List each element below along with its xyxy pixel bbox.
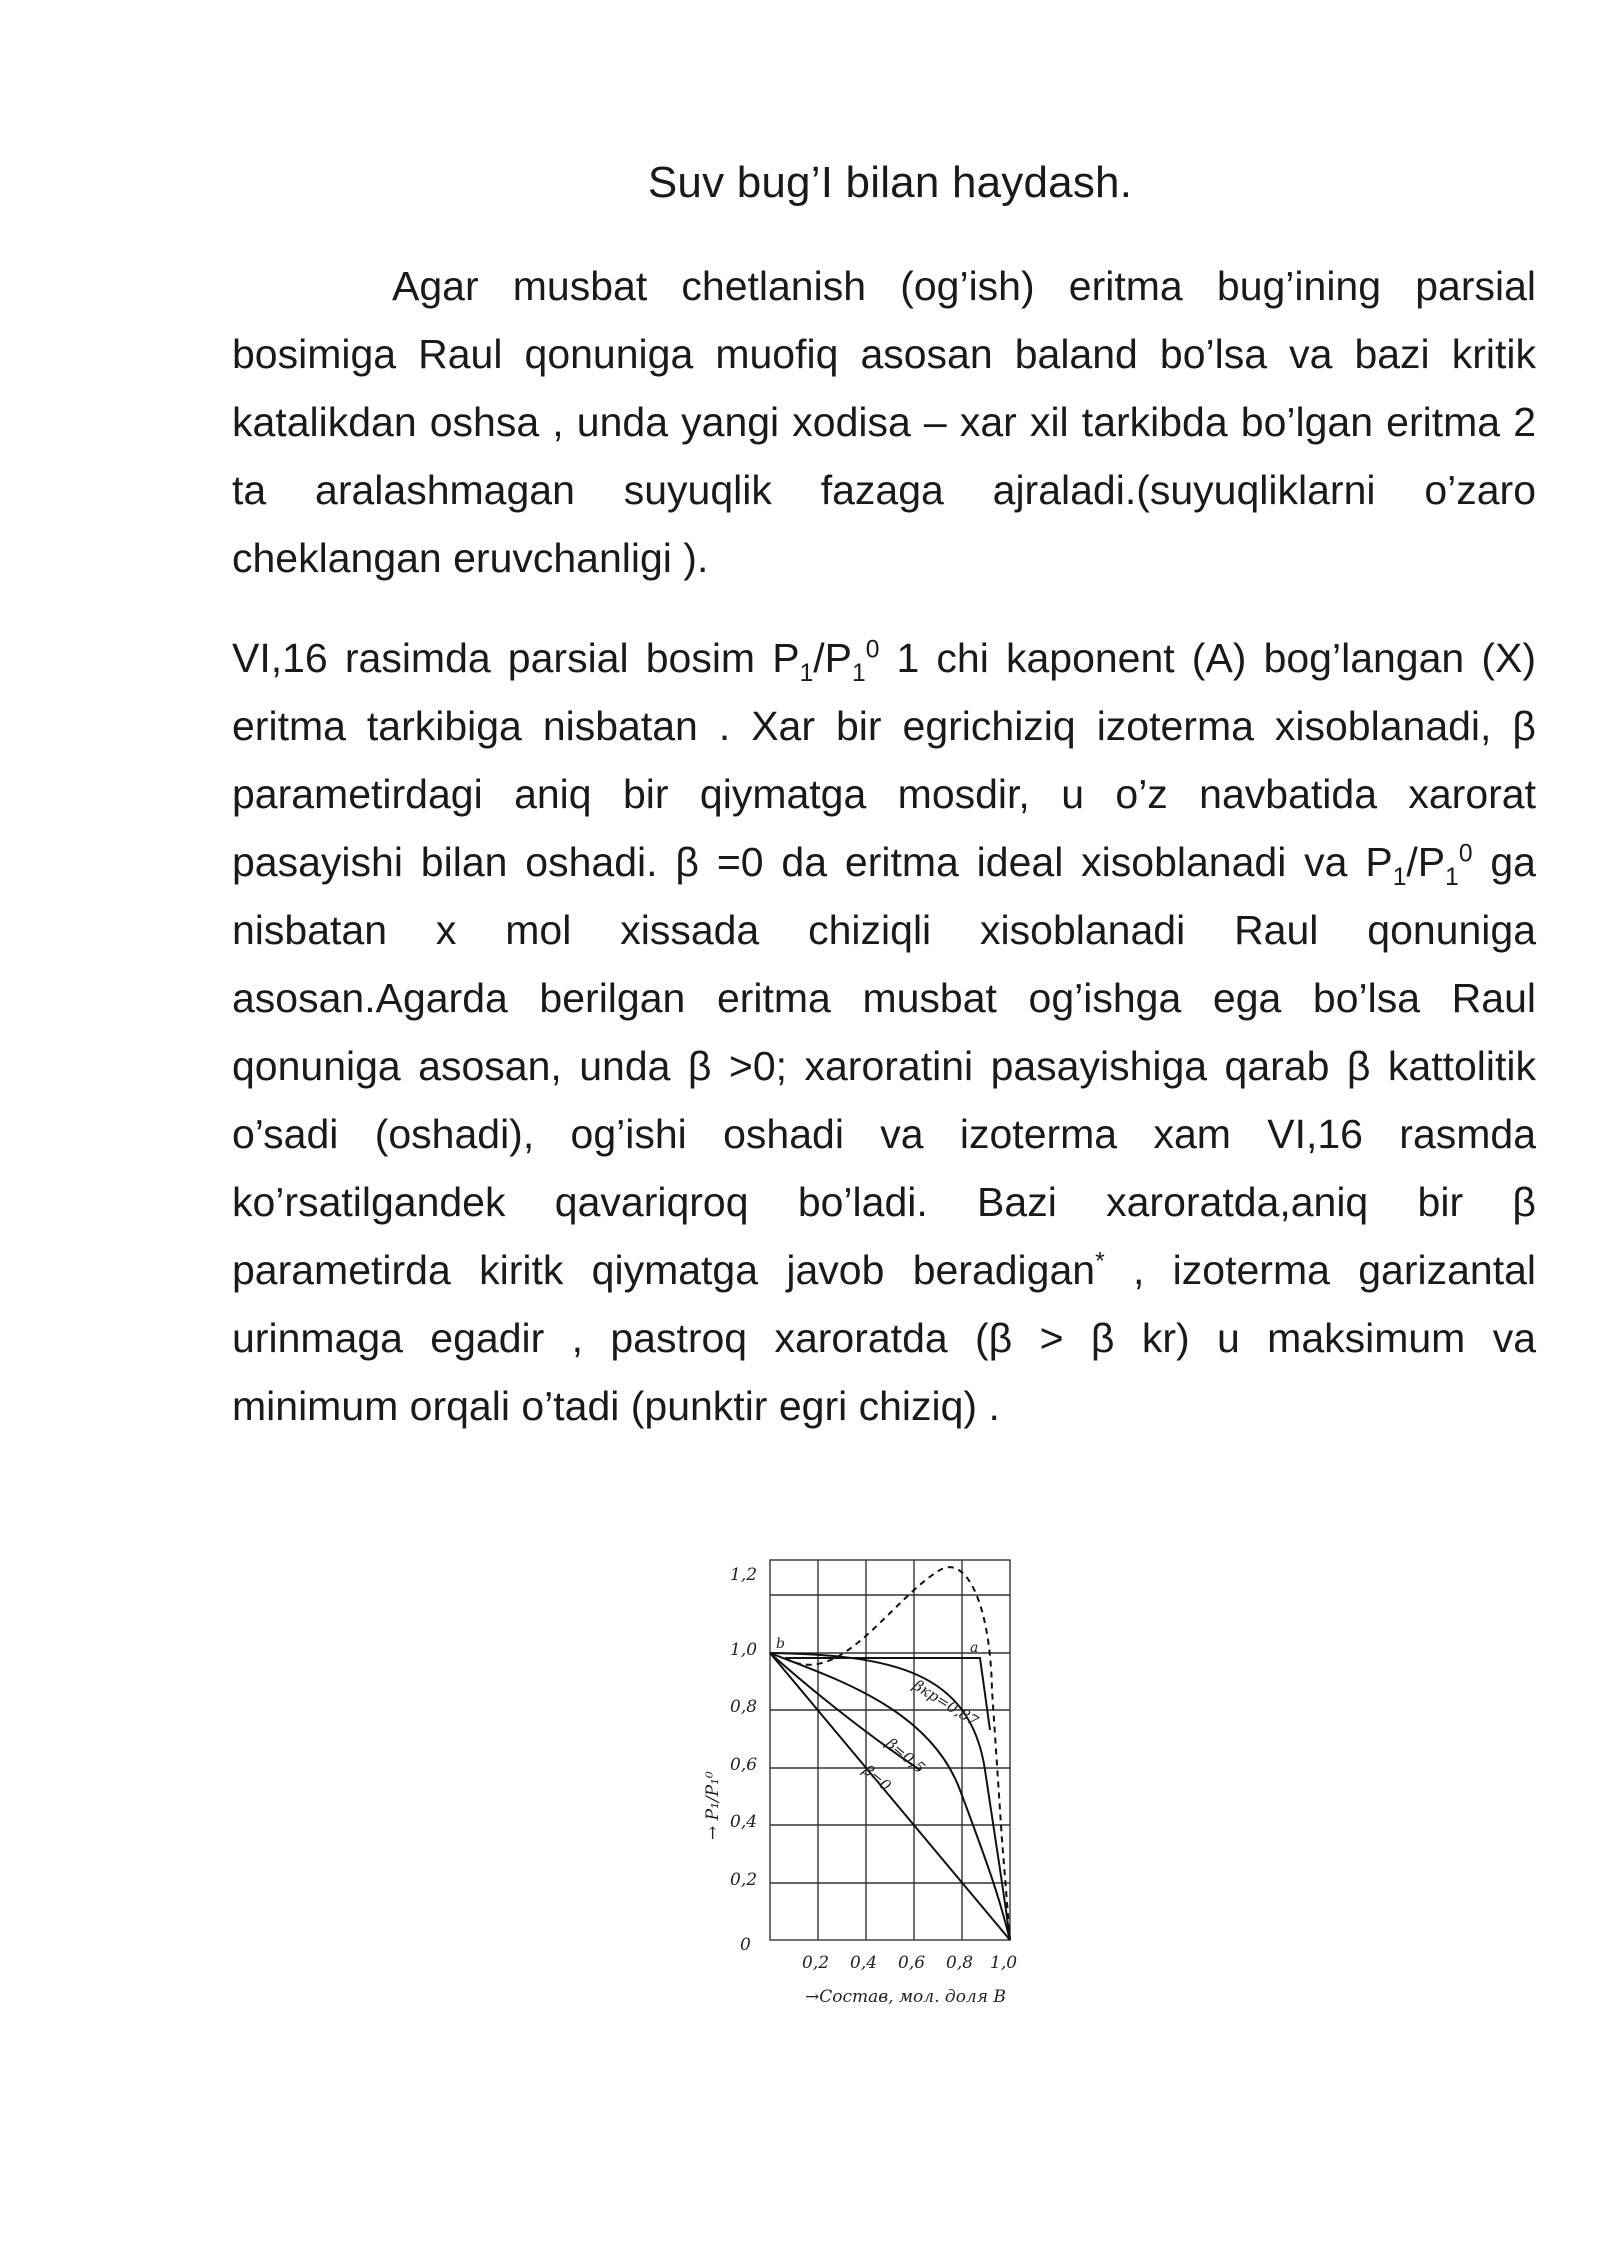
curve-label: βкр=0,87: [909, 1676, 982, 1731]
subscript: 1: [852, 660, 866, 688]
y-tick-label: 0,8: [730, 1697, 758, 1717]
y-tick-label: 0: [740, 1935, 751, 1955]
text-run: 1 chi kaponent (A) bog’langan (X) eritma tarkibiga nisbatan . Xar bir egrichiziq izoterma xisoblanadi, β parametirdagi aniq bir qiymatga mosdir, u o’z navbatida xarorat pasayishi bilan oshadi. β =0 da eritma ideal xisoblanadi va P: [232, 635, 1536, 885]
subscript: 1: [799, 660, 814, 688]
curve-beta-0: [770, 1653, 1010, 1940]
curve-label: β=0,5: [882, 1734, 929, 1778]
subscript: 1: [1392, 864, 1407, 892]
text-run: , izoterma garizantal urinmaga egadir , pastroq xaroratda (β > β kr) u maksimum va minimum orqali o’tadi (punktir egri chiziq) .: [232, 1247, 1536, 1429]
x-axis-label: →Состав, мол. доля В: [805, 1987, 1006, 2007]
paragraph-intro-text: Agar musbat chetlanish (og’ish) eritma bug’ining parsial bosimiga Raul qonuniga muofiq asosan baland bo’lsa va bazi kritik katalikdan oshsa , unda yangi xodisa – xar xil tarkibda bo’lgan eritma 2 ta aralashmagan suyuqlik fazaga ajraladi.(suyuqliklarni o’zaro cheklangan eruvchanligi ).: [232, 263, 1536, 581]
curve-label: a: [970, 1640, 979, 1656]
superscript: 0: [1458, 840, 1473, 868]
x-tick-label: 0,4: [850, 1953, 878, 1973]
subscript: 1: [1445, 864, 1459, 892]
footnote-mark: *: [1095, 1248, 1105, 1276]
text-run: VI,16 rasimda parsial bosim P: [232, 635, 800, 681]
y-tick-label: 1,2: [730, 1565, 758, 1585]
paragraph-intro: [232, 252, 1536, 592]
text-run: ga nisbatan x mol xissada chiziqli xisoblanadi Raul qonuniga asosan.Agarda berilgan eritma musbat og’ishga ega bo’lsa Raul qonuniga asosan, unda β >0; xaroratini pasayishiga qarab β kattolitik o’sadi (oshadi), og’ishi oshadi va izoterma xam VI,16 rasmda ko’rsatilgandek qavariqroq bo’ladi. Bazi xaroratda,aniq bir β parametirda kiritk qiymatga javob beradigan: [232, 839, 1536, 1293]
text-run: /P: [813, 635, 852, 681]
paragraph-description: [232, 624, 1536, 1440]
text-run: /P: [1406, 839, 1446, 885]
y-tick-label: 1,0: [730, 1640, 758, 1660]
x-tick-label: 0,8: [946, 1953, 974, 1973]
y-tick-label: 0,4: [730, 1812, 758, 1832]
superscript: 0: [865, 636, 880, 664]
y-tick-label: 0,6: [730, 1755, 758, 1775]
curve-label: β=0: [859, 1761, 895, 1795]
x-tick-label: 0,6: [898, 1953, 926, 1973]
x-tick-label: 1,0: [990, 1953, 1018, 1973]
y-axis-label: → P₁/P₁⁰: [703, 1771, 723, 1840]
y-tick-label: 0,2: [730, 1870, 758, 1890]
page-title: Suv bug’I bilan haydash.: [647, 158, 1133, 207]
x-tick-label: 0,2: [802, 1953, 830, 1973]
figure-vi16-isotherms: [690, 1540, 1030, 2020]
curve-label: b: [776, 1636, 785, 1652]
